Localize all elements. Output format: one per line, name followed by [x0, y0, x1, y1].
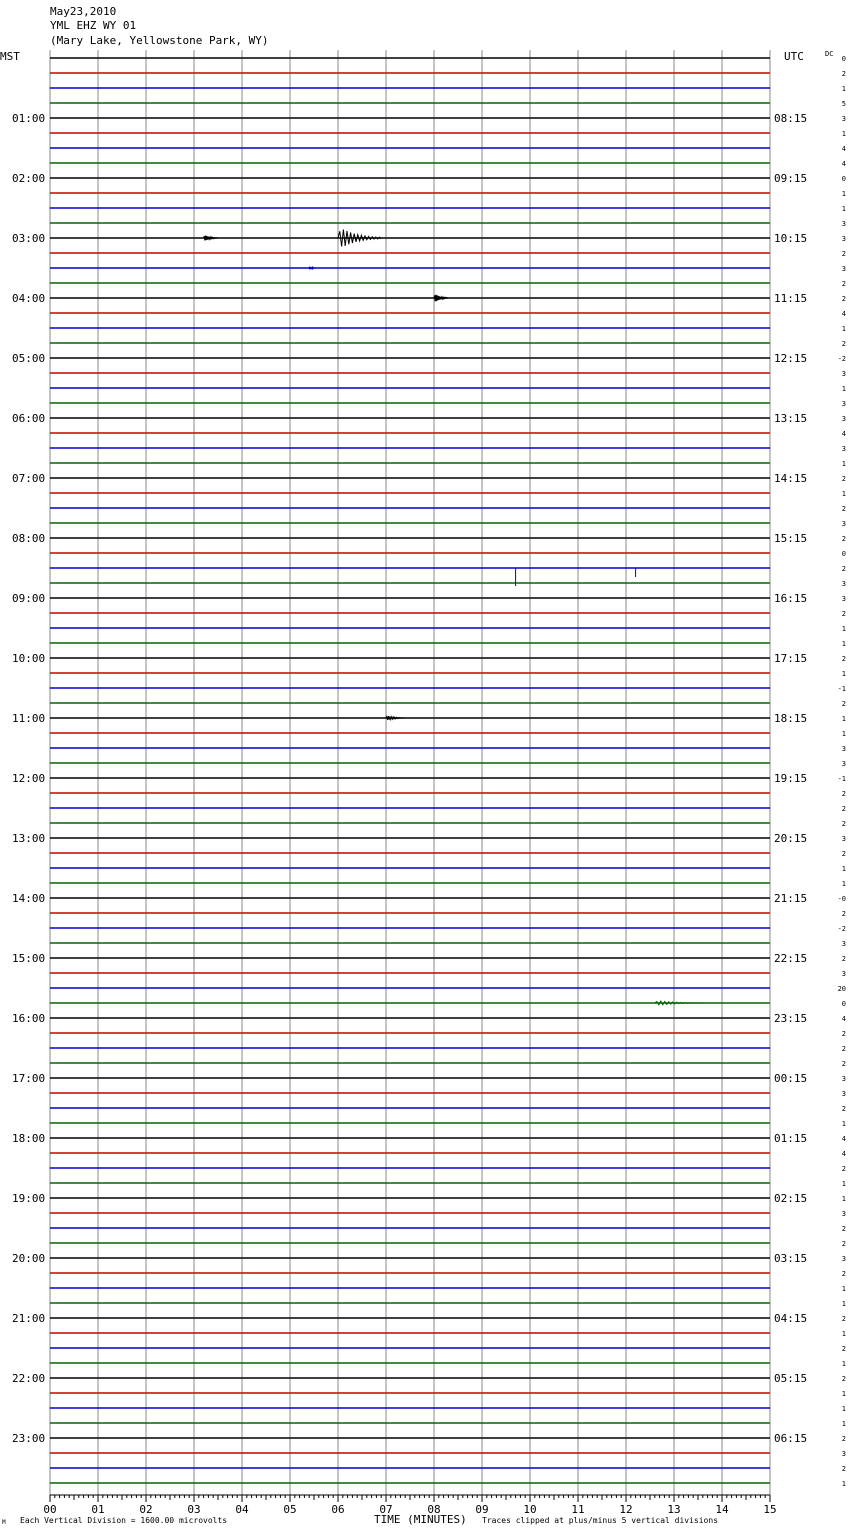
- dc-offset-label: -2: [837, 925, 846, 933]
- dc-offset-label: 3: [841, 520, 846, 528]
- event-6: [386, 716, 405, 720]
- mst-hour-label: 09:00: [12, 592, 46, 605]
- dc-offset-label: 2: [841, 280, 846, 288]
- dc-offset-label: 3: [841, 595, 846, 603]
- dc-offset-label: 4: [841, 145, 846, 153]
- dc-offset-label: 3: [841, 115, 846, 123]
- header-location: (Mary Lake, Yellowstone Park, WY): [50, 34, 269, 47]
- dc-offset-label: 3: [841, 940, 846, 948]
- dc-axis-title: DC: [825, 50, 834, 58]
- utc-hour-label: 04:15: [774, 1312, 808, 1325]
- corner-mark: M: [2, 1519, 6, 1526]
- dc-offset-label: 1: [841, 1285, 846, 1293]
- dc-offset-label: 2: [841, 850, 846, 858]
- dc-offset-label: 3: [841, 835, 846, 843]
- dc-offset-label: 2: [841, 910, 846, 918]
- utc-hour-label: 13:15: [774, 412, 808, 425]
- dc-offset-label: 2: [841, 340, 846, 348]
- utc-hour-label: 21:15: [774, 892, 808, 905]
- dc-offset-label: 2: [841, 1165, 846, 1173]
- dc-offset-label: 4: [841, 1150, 846, 1158]
- dc-offset-label: 2: [841, 505, 846, 513]
- utc-hour-label: 11:15: [774, 292, 808, 305]
- x-tick-label: 10: [523, 1503, 537, 1516]
- dc-offset-label: 1: [841, 880, 846, 888]
- utc-hour-label: 06:15: [774, 1432, 808, 1445]
- dc-offset-label: 20: [837, 985, 846, 993]
- x-tick-label: 01: [91, 1503, 105, 1516]
- dc-offset-label: 1: [841, 865, 846, 873]
- utc-hour-label: 22:15: [774, 952, 808, 965]
- dc-offset-label: 2: [841, 700, 846, 708]
- dc-offset-label: 3: [841, 760, 846, 768]
- scale-note: Each Vertical Division = 1600.00 microvolts: [20, 1516, 228, 1525]
- x-tick-label: 13: [667, 1503, 681, 1516]
- clip-note: Traces clipped at plus/minus 5 vertical divisions: [482, 1516, 719, 1525]
- dc-offset-label: 3: [841, 580, 846, 588]
- dc-offset-label: 4: [841, 310, 846, 318]
- utc-hour-label: 19:15: [774, 772, 808, 785]
- dc-offset-label: 3: [841, 970, 846, 978]
- dc-offset-label: 1: [841, 190, 846, 198]
- dc-offset-label: 2: [841, 250, 846, 258]
- dc-offset-label: 1: [841, 1420, 846, 1428]
- mst-hour-label: 07:00: [12, 472, 46, 485]
- utc-hour-label: 00:15: [774, 1072, 808, 1085]
- dc-offset-label: -1: [837, 775, 846, 783]
- mst-hour-label: 05:00: [12, 352, 46, 365]
- dc-labels: [838, 55, 846, 1488]
- dc-offset-label: 2: [841, 1225, 846, 1233]
- dc-offset-label: 3: [841, 445, 846, 453]
- dc-offset-label: 2: [841, 610, 846, 618]
- x-tick-label: 15: [763, 1503, 777, 1516]
- mst-hour-label: 10:00: [12, 652, 46, 665]
- dc-offset-label: 3: [841, 745, 846, 753]
- dc-offset-label: 1: [841, 385, 846, 393]
- utc-hour-label: 01:15: [774, 1132, 808, 1145]
- dc-offset-label: 3: [841, 1450, 846, 1458]
- utc-hour-label: 15:15: [774, 532, 808, 545]
- mst-hour-label: 17:00: [12, 1072, 46, 1085]
- dc-offset-label: 2: [841, 70, 846, 78]
- dc-offset-label: 2: [841, 955, 846, 963]
- dc-offset-label: 1: [841, 325, 846, 333]
- dc-offset-label: 3: [841, 1210, 846, 1218]
- header-date: May23,2010: [50, 5, 117, 18]
- dc-offset-label: 2: [841, 820, 846, 828]
- dc-offset-label: 3: [841, 1075, 846, 1083]
- dc-offset-label: 1: [841, 625, 846, 633]
- event-3: [434, 295, 448, 302]
- mst-axis-title: MST: [0, 50, 20, 63]
- dc-offset-label: 1: [841, 85, 846, 93]
- dc-offset-label: 2: [841, 1030, 846, 1038]
- utc-hour-label: 20:15: [774, 832, 808, 845]
- dc-offset-label: 2: [841, 790, 846, 798]
- x-tick-label: 09: [475, 1503, 489, 1516]
- dc-offset-label: 1: [841, 1405, 846, 1413]
- mst-hour-label: 13:00: [12, 832, 46, 845]
- dc-offset-label: 4: [841, 430, 846, 438]
- utc-hour-label: 03:15: [774, 1252, 808, 1265]
- dc-offset-label: 0: [841, 1000, 846, 1008]
- dc-offset-label: 1: [841, 640, 846, 648]
- utc-hour-label: 02:15: [774, 1192, 808, 1205]
- dc-offset-label: 1: [841, 715, 846, 723]
- mst-hour-label: 22:00: [12, 1372, 46, 1385]
- dc-offset-label: -0: [837, 895, 846, 903]
- dc-offset-label: 1: [841, 1120, 846, 1128]
- utc-hour-label: 09:15: [774, 172, 808, 185]
- mst-hour-label: 11:00: [12, 712, 46, 725]
- utc-hour-label: 10:15: [774, 232, 808, 245]
- dc-offset-label: 0: [841, 175, 846, 183]
- utc-axis-title: UTC: [784, 50, 804, 63]
- dc-offset-label: 3: [841, 235, 846, 243]
- x-tick-label: 06: [331, 1503, 345, 1516]
- mst-hour-label: 04:00: [12, 292, 46, 305]
- utc-hour-label: 16:15: [774, 592, 808, 605]
- dc-offset-label: 3: [841, 220, 846, 228]
- dc-offset-label: 2: [841, 655, 846, 663]
- x-tick-label: 08: [427, 1503, 441, 1516]
- utc-hour-label: 08:15: [774, 112, 808, 125]
- x-tick-label: 07: [379, 1503, 393, 1516]
- mst-hour-label: 08:00: [12, 532, 46, 545]
- x-tick-label: 12: [619, 1503, 633, 1516]
- dc-offset-label: 3: [841, 370, 846, 378]
- dc-offset-label: 2: [841, 1315, 846, 1323]
- utc-hour-label: 05:15: [774, 1372, 808, 1385]
- dc-offset-label: 1: [841, 1390, 846, 1398]
- dc-offset-label: 2: [841, 1060, 846, 1068]
- mst-hour-label: 18:00: [12, 1132, 46, 1145]
- dc-offset-label: 1: [841, 730, 846, 738]
- dc-offset-label: 1: [841, 490, 846, 498]
- utc-hour-label: 12:15: [774, 352, 808, 365]
- dc-offset-label: 1: [841, 460, 846, 468]
- dc-offset-label: 0: [841, 55, 846, 63]
- dc-offset-label: 2: [841, 1345, 846, 1353]
- x-tick-label: 04: [235, 1503, 249, 1516]
- x-tick-label: 03: [187, 1503, 201, 1516]
- grid: [50, 50, 770, 1495]
- mst-hour-label: 01:00: [12, 112, 46, 125]
- mst-hour-label: 06:00: [12, 412, 46, 425]
- dc-offset-label: 4: [841, 160, 846, 168]
- x-tick-label: 05: [283, 1503, 297, 1516]
- dc-offset-label: 1: [841, 1300, 846, 1308]
- dc-offset-label: 3: [841, 400, 846, 408]
- dc-offset-label: 1: [841, 130, 846, 138]
- dc-offset-label: 1: [841, 1480, 846, 1488]
- x-axis-label: TIME (MINUTES): [374, 1513, 467, 1526]
- mst-hour-label: 03:00: [12, 232, 46, 245]
- utc-hour-label: 23:15: [774, 1012, 808, 1025]
- dc-offset-label: 2: [841, 295, 846, 303]
- dc-offset-label: 2: [841, 1240, 846, 1248]
- dc-offset-label: 3: [841, 265, 846, 273]
- dc-offset-label: 2: [841, 1045, 846, 1053]
- dc-offset-label: 4: [841, 1135, 846, 1143]
- mst-hour-label: 23:00: [12, 1432, 46, 1445]
- dc-offset-label: 1: [841, 1360, 846, 1368]
- mst-hour-label: 15:00: [12, 952, 46, 965]
- dc-offset-label: 2: [841, 1465, 846, 1473]
- dc-offset-label: 1: [841, 1330, 846, 1338]
- dc-offset-label: 2: [841, 475, 846, 483]
- dc-offset-label: 2: [841, 1270, 846, 1278]
- dc-offset-label: 1: [841, 670, 846, 678]
- mst-hour-label: 12:00: [12, 772, 46, 785]
- event-0: [204, 236, 218, 241]
- dc-offset-label: -2: [837, 355, 846, 363]
- dc-offset-label: 2: [841, 535, 846, 543]
- dc-offset-label: -1: [837, 685, 846, 693]
- x-tick-label: 14: [715, 1503, 729, 1516]
- dc-offset-label: 4: [841, 1015, 846, 1023]
- x-tick-label: 00: [43, 1503, 57, 1516]
- event-2: [309, 267, 314, 270]
- dc-offset-label: 3: [841, 1255, 846, 1263]
- dc-offset-label: 2: [841, 805, 846, 813]
- x-tick-label: 02: [139, 1503, 153, 1516]
- dc-offset-label: 3: [841, 1090, 846, 1098]
- dc-offset-label: 2: [841, 1435, 846, 1443]
- utc-hour-label: 18:15: [774, 712, 808, 725]
- dc-offset-label: 2: [841, 1105, 846, 1113]
- dc-offset-label: 3: [841, 415, 846, 423]
- utc-hour-label: 17:15: [774, 652, 808, 665]
- dc-offset-label: 2: [841, 1375, 846, 1383]
- events: [204, 230, 703, 1005]
- mst-hour-label: 19:00: [12, 1192, 46, 1205]
- dc-offset-label: 1: [841, 1195, 846, 1203]
- mst-hour-label: 02:00: [12, 172, 46, 185]
- mst-hour-label: 14:00: [12, 892, 46, 905]
- header-station: YML EHZ WY 01: [50, 19, 137, 32]
- dc-offset-label: 1: [841, 1180, 846, 1188]
- utc-hour-label: 14:15: [774, 472, 808, 485]
- traces: [50, 58, 770, 1483]
- mst-hour-label: 16:00: [12, 1012, 46, 1025]
- dc-offset-label: 1: [841, 205, 846, 213]
- x-tick-label: 11: [571, 1503, 585, 1516]
- dc-offset-label: 0: [841, 550, 846, 558]
- mst-hour-label: 21:00: [12, 1312, 46, 1325]
- dc-offset-label: 5: [841, 100, 846, 108]
- mst-hour-label: 20:00: [12, 1252, 46, 1265]
- dc-offset-label: 2: [841, 565, 846, 573]
